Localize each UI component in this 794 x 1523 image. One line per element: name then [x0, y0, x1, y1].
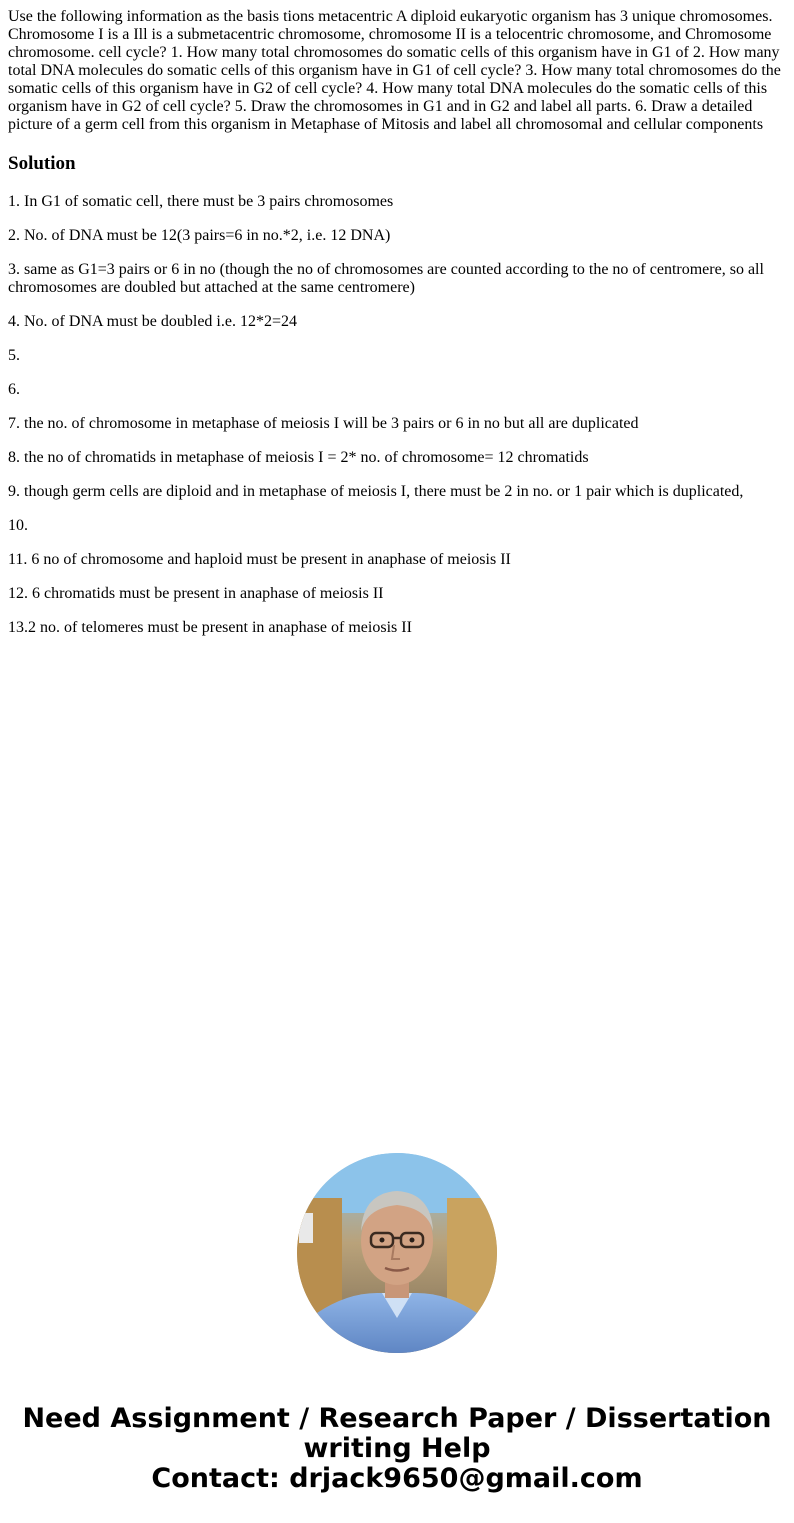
answer-list: [8, 193, 786, 653]
footer-line-1: Need Assignment / Research Paper / Dissertation: [22, 1403, 772, 1434]
answer-item: 2. No. of DNA must be 12(3 pairs=6 in no.*2, i.e. 12 DNA): [8, 227, 391, 244]
answer-item: 4. No. of DNA must be doubled i.e. 12*2=24: [8, 313, 297, 330]
contact-footer: [0, 1404, 794, 1494]
footer-contact-line: Contact: drjack9650@gmail.com: [151, 1463, 643, 1494]
answer-item: 7. the no. of chromosome in metaphase of meiosis I will be 3 pairs or 6 in no but all are duplicated: [8, 415, 639, 432]
tutor-photo: [297, 1153, 497, 1353]
question-text: Use the following information as the basis tions metacentric A diploid eukaryotic organism has 3 unique chromosomes. Chromosome I is a Ill is a submetacentric chromosome, chromosome II is a telocentric chromosome, and Chromosome chromosome. cell cycle? 1. How many total chromosomes do somatic cells of this organism have in G1 of 2. How many total DNA molecules do somatic cells of this organism have in G1 of cell cycle? 3. How many total chromosomes do the somatic cells of this organism have in G2 of cell cycle? 4. How many total DNA molecules do the somatic cells of this organism have in G2 of cell cycle? 5. Draw the chromosomes in G1 and in G2 and label all parts. 6. Draw a detailed picture of a germ cell from this organism in Metaphase of Mitosis and label all chromosomal and cellular components: [8, 8, 781, 133]
answer-item: 13.2 no. of telomeres must be present in anaphase of meiosis II: [8, 619, 412, 636]
answer-item: 1. In G1 of somatic cell, there must be 3 pairs chromosomes: [8, 193, 394, 210]
answer-item: 11. 6 no of chromosome and haploid must be present in anaphase of meiosis II: [8, 551, 511, 568]
tutor-avatar: [297, 1153, 497, 1353]
answer-item: 5.: [8, 347, 20, 364]
answer-item: 9. though germ cells are diploid and in metaphase of meiosis I, there must be 2 in no. or 1 pair which is duplicated,: [8, 483, 744, 500]
answer-item: 10.: [8, 517, 28, 534]
footer-line-2: writing Help: [303, 1433, 491, 1464]
answer-item: 3. same as G1=3 pairs or 6 in no (though the no of chromosomes are counted according to the no of centromere, so all chromosomes are doubled but attached at the same centromere): [8, 261, 764, 296]
solution-heading: Solution: [8, 153, 76, 174]
answer-item: 6.: [8, 381, 20, 398]
answer-item: 12. 6 chromatids must be present in anaphase of meiosis II: [8, 585, 384, 602]
answer-item: 8. the no of chromatids in metaphase of meiosis I = 2* no. of chromosome= 12 chromatids: [8, 449, 589, 466]
